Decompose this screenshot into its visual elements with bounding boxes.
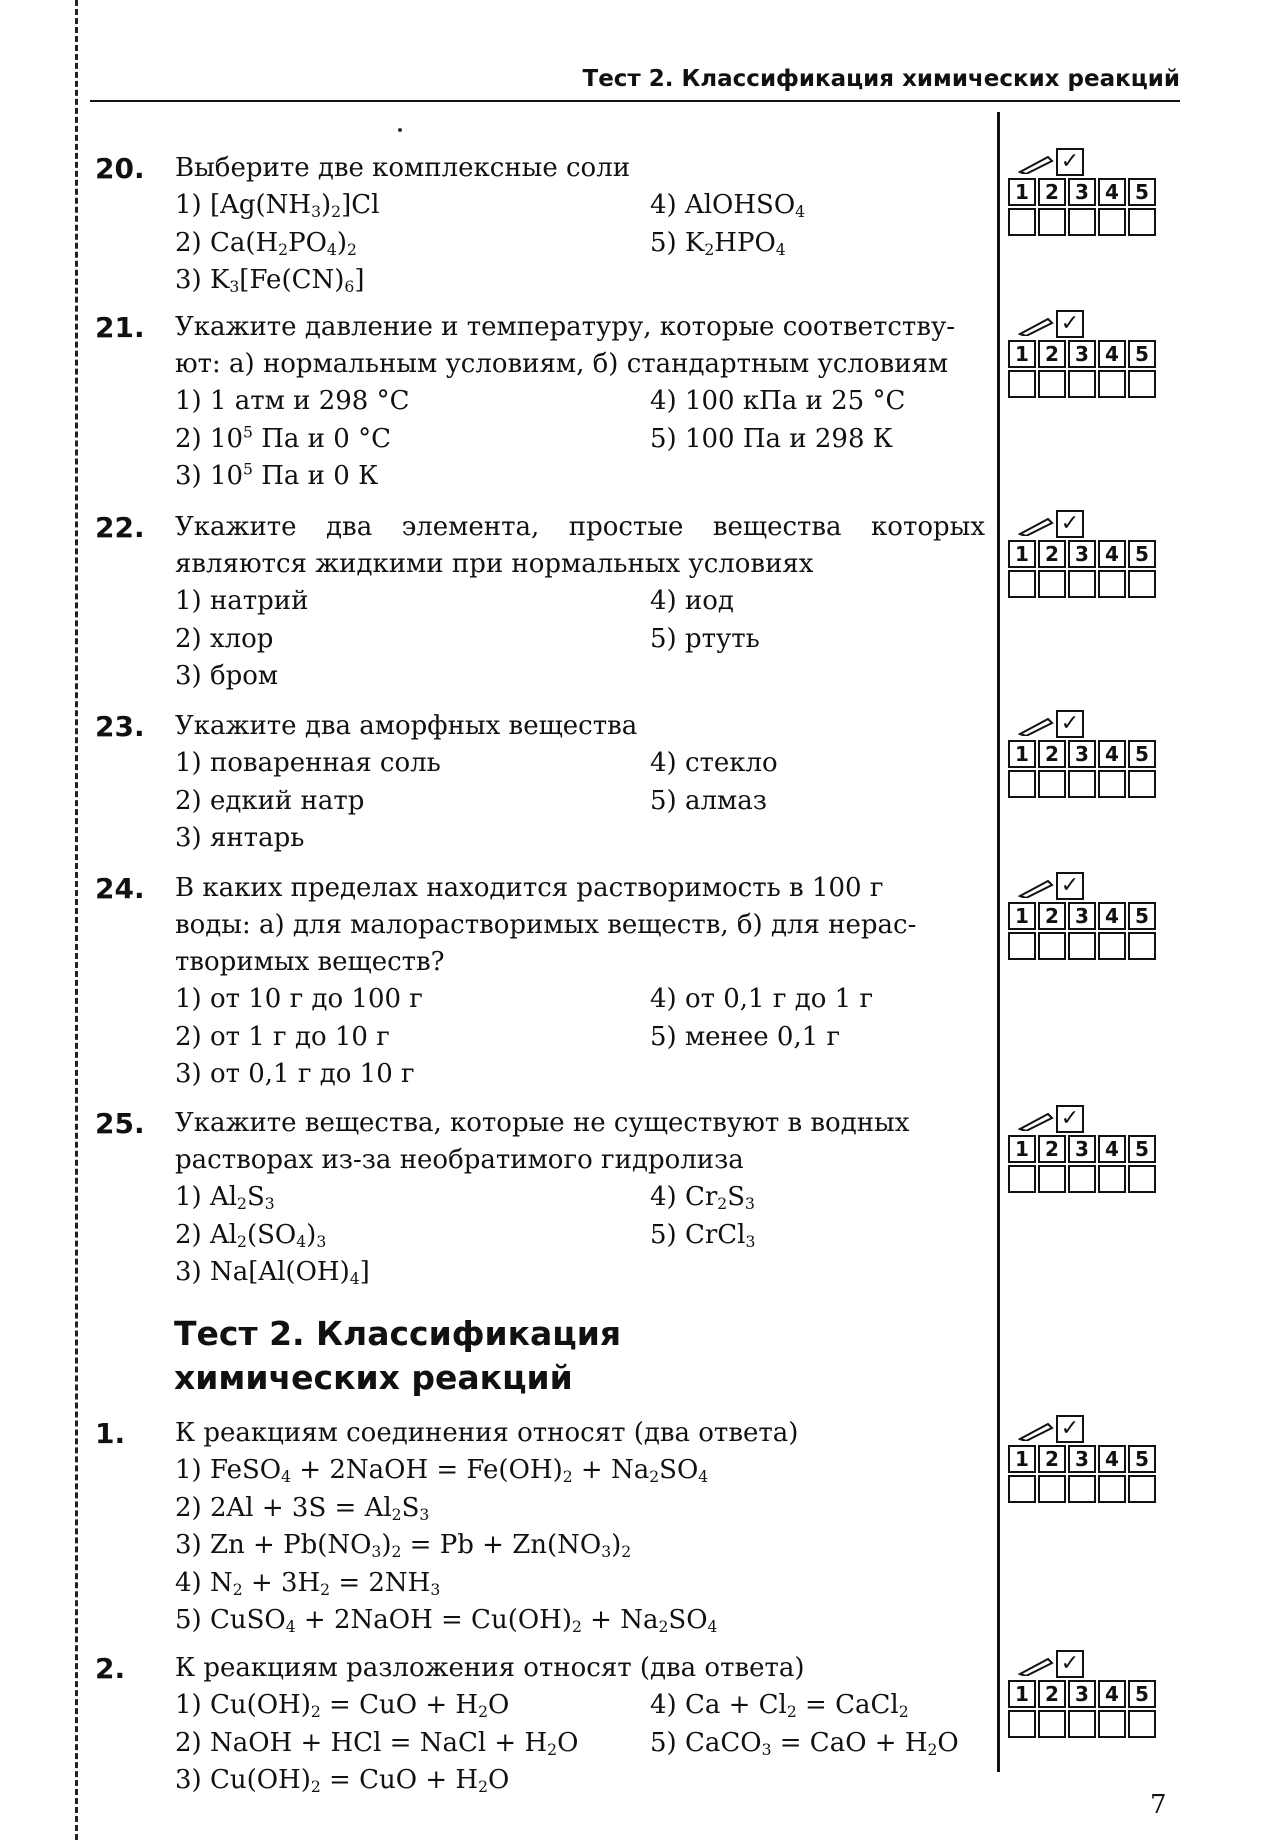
- question-number: 24.: [95, 872, 145, 905]
- answer-cell[interactable]: [1098, 570, 1126, 598]
- question-21: [95, 309, 985, 496]
- answer-cell[interactable]: [1038, 570, 1066, 598]
- option-2: 2) NaOH + HCl = NaCl + $H_2O$: [175, 1727, 579, 1759]
- answer-icons: [1008, 310, 1172, 338]
- option-2: 2) $10^5$ Па и 0 °С: [175, 423, 391, 454]
- answer-cell[interactable]: [1068, 932, 1096, 960]
- answer-cell[interactable]: [1098, 370, 1126, 398]
- header-rule: [90, 100, 1180, 102]
- question-number: 23.: [95, 710, 145, 743]
- digit-row: [1008, 740, 1172, 768]
- answer-cell[interactable]: [1038, 1475, 1066, 1503]
- digit-row: [1008, 902, 1172, 930]
- pencil-icon: [1018, 1421, 1054, 1441]
- option-4: 4) иод: [650, 586, 734, 616]
- answer-cell[interactable]: [1098, 1475, 1126, 1503]
- digit-box: 5: [1128, 902, 1156, 930]
- answer-input-row: [1008, 770, 1172, 798]
- check-icon: ✓: [1056, 1105, 1084, 1133]
- answer-grid: [1008, 510, 1172, 598]
- question-25: [95, 1105, 985, 1292]
- answer-input-row: [1008, 570, 1172, 598]
- digit-box: 4: [1098, 740, 1126, 768]
- digit-box: 4: [1098, 340, 1126, 368]
- option-3: 3) от 0,1 г до 10 г: [175, 1059, 415, 1089]
- answer-cell[interactable]: [1038, 1165, 1066, 1193]
- option-5: 5) CaCO$_3$ = CaO + $H_2O$: [650, 1727, 959, 1759]
- question-number: 1.: [95, 1417, 126, 1450]
- answer-cell[interactable]: [1038, 1710, 1066, 1738]
- answer-cell[interactable]: [1008, 932, 1036, 960]
- option-1: 1) поваренная соль: [175, 748, 441, 778]
- answer-cell[interactable]: [1098, 1165, 1126, 1193]
- question-text: К реакциям разложения относят (два ответа): [175, 1653, 805, 1683]
- check-icon: ✓: [1056, 310, 1084, 338]
- digit-box: 1: [1008, 1445, 1036, 1473]
- option-5: 5) CuSO$_4$ + 2NaOH = $Cu(OH)_2 + Na_2SO_4$: [175, 1605, 718, 1636]
- test2-question-2: [95, 1650, 985, 1800]
- answer-cell[interactable]: [1068, 1710, 1096, 1738]
- digit-row: [1008, 540, 1172, 568]
- question-number: 25.: [95, 1107, 145, 1140]
- answer-input-row: [1008, 1710, 1172, 1738]
- option-4: 4) $Cr_2S_3$: [650, 1182, 755, 1213]
- option-4: 4) от 0,1 г до 1 г: [650, 984, 874, 1014]
- pencil-icon: [1018, 716, 1054, 736]
- pencil-icon: [1018, 878, 1054, 898]
- answer-icons: [1008, 1650, 1172, 1678]
- digit-box: 3: [1068, 178, 1096, 206]
- option-5: 5) ртуть: [650, 623, 760, 654]
- question-number: 22.: [95, 511, 145, 544]
- section-title-line-2: химических реакций: [174, 1358, 573, 1397]
- answer-cell[interactable]: [1128, 1710, 1156, 1738]
- answer-cell[interactable]: [1128, 932, 1156, 960]
- question-24: [95, 870, 985, 1094]
- option-2: 2) $Ca(H_2PO_4)_2$: [175, 227, 357, 259]
- answer-cell[interactable]: [1068, 1165, 1096, 1193]
- option-1: 1) FeSO$_4$ + 2NaOH = $Fe(OH)_2 + Na_2SO_4$: [175, 1455, 709, 1486]
- digit-box: 5: [1128, 1680, 1156, 1708]
- option-5: 5) 100 Па и 298 К: [650, 423, 893, 454]
- answer-grid: [1008, 1105, 1172, 1193]
- pencil-icon: [1018, 316, 1054, 336]
- digit-box: 3: [1068, 340, 1096, 368]
- digit-box: 2: [1038, 340, 1066, 368]
- option-3: 3) $Cu(OH)_2$ = CuO + $H_2O$: [175, 1765, 510, 1796]
- answer-grid: [1008, 1415, 1172, 1503]
- question-number: 2.: [95, 1652, 126, 1685]
- digit-row: [1008, 1680, 1172, 1708]
- digit-box: 1: [1008, 340, 1036, 368]
- question-22: [95, 509, 985, 696]
- digit-box: 4: [1098, 902, 1126, 930]
- option-2: 2) $Al_2(SO_4)_3$: [175, 1219, 327, 1251]
- answer-cell[interactable]: [1008, 1475, 1036, 1503]
- print-speck: [398, 128, 402, 132]
- options: [175, 745, 985, 858]
- option-1: 1) $Cu(OH)_2$ = CuO + $H_2O$: [175, 1690, 510, 1721]
- answer-icons: [1008, 1105, 1172, 1133]
- option-2: 2) $2Al + 3S = Al_2S_3$: [175, 1492, 430, 1524]
- check-icon: ✓: [1056, 1650, 1084, 1678]
- answer-grid: [1008, 310, 1172, 398]
- option-3: 3) $K_3[Fe(CN)_6]$: [175, 265, 365, 296]
- answer-cell[interactable]: [1128, 570, 1156, 598]
- answer-cell[interactable]: [1008, 570, 1036, 598]
- option-5: 5) CrCl$_3$: [650, 1219, 756, 1251]
- option-1: 1) от 10 г до 100 г: [175, 984, 423, 1014]
- answer-cell[interactable]: [1008, 370, 1036, 398]
- options: [175, 1452, 985, 1640]
- options: [175, 383, 985, 496]
- answer-icons: [1008, 1415, 1172, 1443]
- answer-cell[interactable]: [1038, 370, 1066, 398]
- digit-box: 1: [1008, 178, 1036, 206]
- answer-cell[interactable]: [1008, 208, 1036, 236]
- option-4: 4) $Ca + Cl_2$ = CaCl$_2$: [650, 1690, 909, 1721]
- answer-grid: [1008, 872, 1172, 960]
- answer-input-row: [1008, 1165, 1172, 1193]
- answer-grid: [1008, 710, 1172, 798]
- digit-box: 2: [1038, 1445, 1066, 1473]
- answer-cell[interactable]: [1128, 770, 1156, 798]
- digit-box: 4: [1098, 178, 1126, 206]
- answer-cell[interactable]: [1008, 1165, 1036, 1193]
- answer-cell[interactable]: [1008, 770, 1036, 798]
- digit-box: 3: [1068, 1135, 1096, 1163]
- digit-box: 1: [1008, 1680, 1036, 1708]
- answer-cell[interactable]: [1128, 208, 1156, 236]
- answer-cell[interactable]: [1128, 370, 1156, 398]
- answer-icons: [1008, 148, 1172, 176]
- question-text: Укажите два элемента, простые вещества которых являются жидкими при нормальных условиях: [175, 512, 985, 579]
- digit-box: 2: [1038, 540, 1066, 568]
- answer-cell[interactable]: [1128, 1475, 1156, 1503]
- digit-box: 4: [1098, 540, 1126, 568]
- digit-row: [1008, 1135, 1172, 1163]
- check-icon: ✓: [1056, 872, 1084, 900]
- running-header: Тест 2. Классификация химических реакций: [582, 66, 1180, 92]
- answer-cell[interactable]: [1068, 370, 1096, 398]
- answer-icons: [1008, 872, 1172, 900]
- answer-cell[interactable]: [1128, 1165, 1156, 1193]
- option-1: 1) натрий: [175, 586, 309, 616]
- option-4: 4) 100 кПа и 25 °С: [650, 386, 906, 416]
- answer-column-rule: [997, 112, 1000, 1772]
- answer-cell[interactable]: [1008, 1710, 1036, 1738]
- option-3: 3) бром: [175, 661, 279, 691]
- answer-cell[interactable]: [1098, 1710, 1126, 1738]
- check-icon: ✓: [1056, 1415, 1084, 1443]
- test2-question-1: [95, 1415, 985, 1640]
- answer-cell[interactable]: [1068, 570, 1096, 598]
- check-icon: ✓: [1056, 510, 1084, 538]
- digit-box: 3: [1068, 1680, 1096, 1708]
- option-3: 3) янтарь: [175, 823, 305, 853]
- pencil-icon: [1018, 154, 1054, 174]
- digit-box: 5: [1128, 740, 1156, 768]
- answer-input-row: [1008, 932, 1172, 960]
- digit-row: [1008, 178, 1172, 206]
- digit-row: [1008, 340, 1172, 368]
- question-20: [95, 150, 985, 300]
- option-3: 3) $10^5$ Па и 0 К: [175, 460, 379, 491]
- answer-grid: [1008, 148, 1172, 236]
- digit-box: 2: [1038, 902, 1066, 930]
- digit-box: 1: [1008, 740, 1036, 768]
- answer-cell[interactable]: [1068, 770, 1096, 798]
- question-text: К реакциям соединения относят (два ответа): [175, 1418, 799, 1448]
- digit-box: 5: [1128, 1445, 1156, 1473]
- digit-row: [1008, 1445, 1172, 1473]
- digit-box: 3: [1068, 902, 1096, 930]
- check-icon: ✓: [1056, 710, 1084, 738]
- digit-box: 5: [1128, 540, 1156, 568]
- answer-icons: [1008, 710, 1172, 738]
- option-1: 1) $[Ag(NH_3)_2]Cl$: [175, 190, 380, 221]
- question-text: В каких пределах находится растворимость в 100 г воды: а) для малорастворимых веществ, б) для нерас- творимых веществ?: [175, 873, 917, 977]
- answer-cell[interactable]: [1098, 932, 1126, 960]
- option-2: 2) едкий натр: [175, 785, 365, 816]
- option-2: 2) хлор: [175, 623, 274, 654]
- question-text: Укажите два аморфных вещества: [175, 711, 638, 741]
- digit-box: 4: [1098, 1135, 1126, 1163]
- option-1: 1) 1 атм и 298 °С: [175, 386, 410, 416]
- pencil-icon: [1018, 1111, 1054, 1131]
- digit-box: 5: [1128, 178, 1156, 206]
- answer-cell[interactable]: [1068, 1475, 1096, 1503]
- question-number: 20.: [95, 152, 145, 185]
- option-1: 1) $Al_2S_3$: [175, 1182, 275, 1213]
- digit-box: 1: [1008, 540, 1036, 568]
- answer-cell[interactable]: [1038, 208, 1066, 236]
- digit-box: 3: [1068, 1445, 1096, 1473]
- options: [175, 981, 985, 1094]
- option-4: 4) стекло: [650, 748, 778, 778]
- option-3: 3) $Na[Al(OH)_4]$: [175, 1257, 370, 1288]
- question-text: Укажите вещества, которые не существуют в водных растворах из-за необратимого гидролиза: [175, 1108, 910, 1175]
- digit-box: 3: [1068, 540, 1096, 568]
- digit-box: 4: [1098, 1680, 1126, 1708]
- options: [175, 1179, 985, 1292]
- answer-cell[interactable]: [1068, 208, 1096, 236]
- section-title-line-1: Тест 2. Классификация: [174, 1314, 622, 1353]
- options: [175, 583, 985, 696]
- option-3: 3) $Zn + Pb(NO_3)_2 = Pb + Zn(NO_3)_2$: [175, 1530, 632, 1561]
- answer-cell[interactable]: [1038, 770, 1066, 798]
- digit-box: 2: [1038, 740, 1066, 768]
- digit-box: 4: [1098, 1445, 1126, 1473]
- options: [175, 187, 985, 300]
- options: [175, 1687, 985, 1800]
- section-title: [174, 1312, 621, 1400]
- page-number: 7: [1150, 1790, 1167, 1820]
- question-text: Укажите давление и температуру, которые соответству- ют: а) нормальным условиям, б) стандартным условиям: [175, 312, 956, 379]
- pencil-icon: [1018, 1656, 1054, 1676]
- option-4: 4) AlOHSO$_4$: [650, 190, 806, 221]
- option-5: 5) $K_2HPO_4$: [650, 227, 786, 259]
- option-4: 4) $N_2 + 3H_2 = 2NH_3$: [175, 1567, 441, 1599]
- digit-box: 2: [1038, 178, 1066, 206]
- digit-box: 5: [1128, 1135, 1156, 1163]
- digit-box: 3: [1068, 740, 1096, 768]
- answer-input-row: [1008, 1475, 1172, 1503]
- pencil-icon: [1018, 516, 1054, 536]
- answer-cell[interactable]: [1038, 932, 1066, 960]
- answer-icons: [1008, 510, 1172, 538]
- answer-grid: [1008, 1650, 1172, 1738]
- answer-input-row: [1008, 370, 1172, 398]
- digit-box: 5: [1128, 340, 1156, 368]
- question-23: [95, 708, 985, 858]
- digit-box: 2: [1038, 1680, 1066, 1708]
- question-text: Выберите две комплексные соли: [175, 153, 631, 183]
- answer-cell[interactable]: [1098, 208, 1126, 236]
- question-number: 21.: [95, 311, 145, 344]
- digit-box: 2: [1038, 1135, 1066, 1163]
- option-5: 5) алмаз: [650, 785, 767, 816]
- answer-cell[interactable]: [1098, 770, 1126, 798]
- option-2: 2) от 1 г до 10 г: [175, 1021, 390, 1052]
- check-icon: ✓: [1056, 148, 1084, 176]
- digit-box: 1: [1008, 1135, 1036, 1163]
- answer-input-row: [1008, 208, 1172, 236]
- digit-box: 1: [1008, 902, 1036, 930]
- option-5: 5) менее 0,1 г: [650, 1021, 841, 1052]
- cut-line: [75, 0, 78, 1840]
